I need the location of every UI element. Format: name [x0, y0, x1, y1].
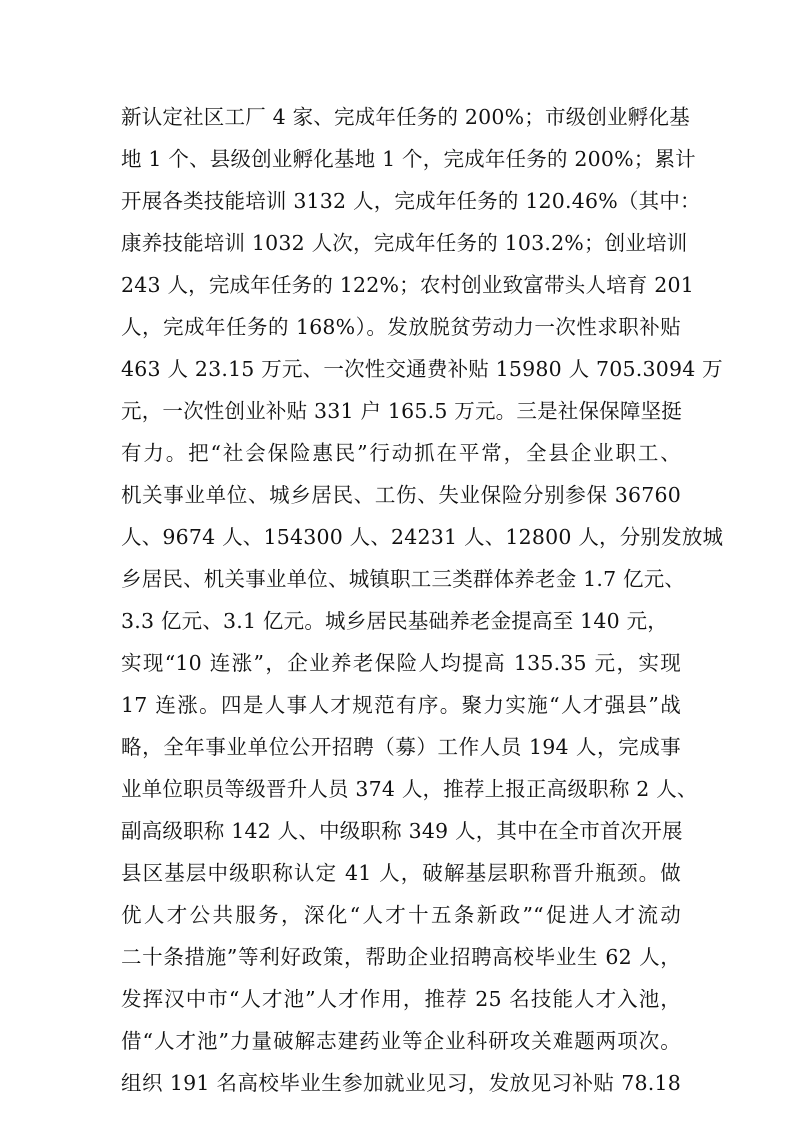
text-line: 实现“10 连涨”，企业养老保险人均提高 135.35 元，实现 [121, 651, 681, 675]
text-line: 二十条措施”等利好政策，帮助企业招聘高校毕业生 62 人， [121, 945, 681, 969]
text-line: 县区基层中级职称认定 41 人，破解基层职称晋升瓶颈。做 [121, 861, 681, 885]
text-line: 副高级职称 142 人、中级职称 349 人，其中在全市首次开展 [121, 819, 683, 843]
text-line: 463 人 23.15 万元、一次性交通费补贴 15980 人 705.3094 万 [121, 357, 723, 381]
text-line: 业单位职员等级晋升人员 374 人，推荐上报正高级职称 2 人、 [121, 777, 698, 801]
text-line: 发挥汉中市“人才池”人才作用，推荐 25 名技能人才入池， [121, 987, 681, 1011]
text-line: 地 1 个、县级创业孵化基地 1 个，完成年任务的 200%；累计 [121, 147, 696, 171]
text-line: 17 连涨。四是人事人才规范有序。聚力实施“人才强县”战 [121, 693, 681, 717]
text-line: 人、9674 人、154300 人、24231 人、12800 人，分别发放城 [121, 525, 724, 549]
text-line: 人，完成年任务的 168%）。发放脱贫劳动力一次性求职补贴 [121, 315, 681, 339]
text-line: 新认定社区工厂 4 家、完成年任务的 200%；市级创业孵化基 [121, 105, 690, 129]
text-line: 略，全年事业单位公开招聘（募）工作人员 194 人，完成事 [121, 735, 681, 759]
text-line: 康养技能培训 1032 人次，完成年任务的 103.2%；创业培训 [121, 231, 688, 255]
text-line: 元，一次性创业补贴 331 户 165.5 万元。三是社保保障坚挺 [121, 399, 682, 423]
text-line: 开展各类技能培训 3132 人，完成年任务的 120.46%（其中： [121, 189, 701, 213]
text-line: 优人才公共服务，深化“人才十五条新政”“促进人才流动 [121, 903, 681, 927]
text-line: 机关事业单位、城乡居民、工伤、失业保险分别参保 36760 [121, 483, 681, 507]
text-line: 借“人才池”力量破解志建药业等企业科研攻关难题两项次。 [121, 1029, 681, 1053]
text-line: 乡居民、机关事业单位、城镇职工三类群体养老金 1.7 亿元、 [121, 567, 686, 591]
body-text [121, 96, 724, 1104]
text-line: 3.3 亿元、3.1 亿元。城乡居民基础养老金提高至 140 元， [121, 609, 668, 633]
text-line: 有力。把“社会保险惠民”行动抓在平常，全县企业职工、 [121, 441, 681, 465]
text-line: 243 人，完成年任务的 122%；农村创业致富带头人培育 201 [121, 273, 695, 297]
text-line: 组织 191 名高校毕业生参加就业见习，发放见习补贴 78.18 [121, 1071, 681, 1095]
